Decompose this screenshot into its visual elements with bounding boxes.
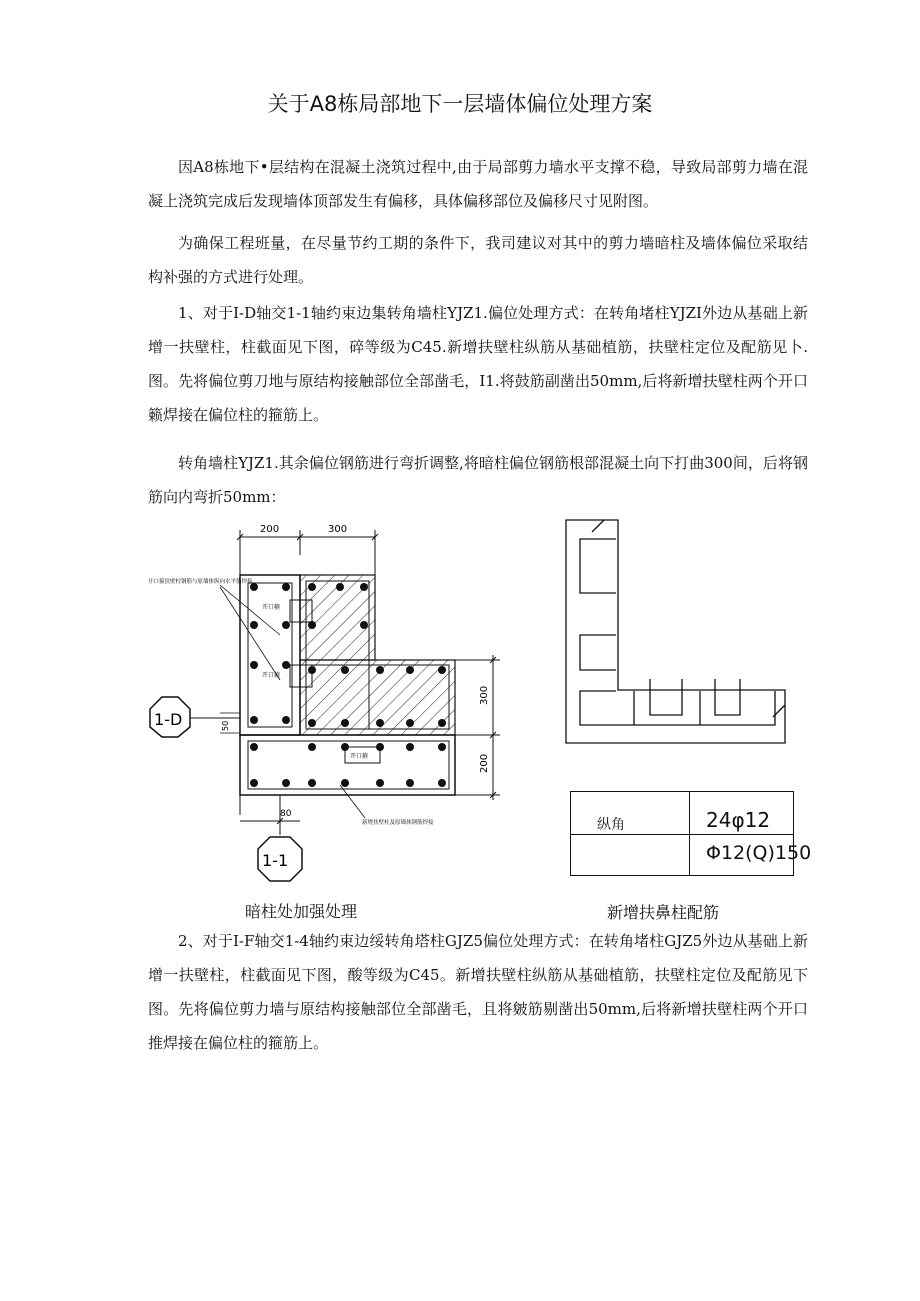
table-stirrups-cell: Φ12(Q)150 <box>706 842 812 864</box>
table-horizontal-rule <box>571 834 793 835</box>
top-dimension <box>237 530 378 575</box>
right-dimension <box>455 655 500 800</box>
label-kaikou-1: 开口箍 <box>262 604 281 611</box>
paragraph-2-rest: 位采取结构补强的方式进行处理。 <box>148 234 808 286</box>
paragraph-3-rest: 从基础上新增一扶壁柱，柱截面见下图，碎等级为C45.新增扶壁柱纵筋从基础植筋，扶壁柱定位及配筋见卜.图。先将偏位剪刀地与原结构接触部位全部凿毛，I1.将鼓筋副凿出50mm,后将新增扶壁柱两个开口籁焊接在偏位柱的箍筋上。 <box>148 304 808 424</box>
note-top: 开口箍扶壁柱钢筋与原墙体纵向水平筋焊接 <box>148 579 253 585</box>
axis-label-left: 1-D <box>154 710 183 729</box>
paragraph-5 <box>148 924 808 1060</box>
paragraph-1-rest: 力墙在混凝上浇筑完成后发现墙体顶部发生有偏移，具体偏移部位及偏移尺寸见附图。 <box>148 158 808 210</box>
paragraph-4-line1: 转角墙柱YJZ1.其余偏位钢筋进行弯折调整,将暗柱偏位钢筋根部混凝土向下打曲300 <box>178 454 733 472</box>
stirrup-2 <box>580 635 616 670</box>
column-reinforcement-drawing <box>140 515 510 895</box>
dim-right-top: 300 <box>479 685 490 705</box>
document-title: 关于A8栋局部地下一层墙体偏位处理方案 <box>267 92 653 116</box>
dim-right-bottom: 200 <box>479 753 490 773</box>
paragraph-4 <box>148 446 808 514</box>
dim-left-side: 50 <box>221 720 230 731</box>
stirrup-3 <box>580 691 775 725</box>
paragraph-5-rest: 基础上新增一扶壁柱，柱截面见下图，酸等级为C45。新增扶壁柱纵筋从基础植筋，扶壁柱定位及配筋见下图。先将偏位剪力墙与原结构接触部位全部凿毛，且将皴筋剔凿出50mm,后将新增扶壁柱两个开口推焊接在偏位柱的箍筋上。 <box>148 932 808 1052</box>
paragraph-2-line1: 为确保工程班量，在尽量节约工期的条件下，我司建议对其中的剪力墙暗柱及墙体偏 <box>178 234 747 252</box>
paragraph-3-line1: 1、对于I-D轴交1-1轴约束边集转角墙柱YJZ1.偏位处理方式：在转角堵柱YJZI外边 <box>178 304 733 322</box>
table-long-bars-cell: 24φ12 <box>706 808 771 832</box>
label-kaikou-2: 开口箍 <box>262 672 281 679</box>
pilaster-rebar-diagram <box>560 515 800 750</box>
dim-top-left: 200 <box>260 524 280 535</box>
table-label-cell: 纵角 <box>597 817 625 833</box>
dim-top-right: 300 <box>328 524 348 535</box>
paragraph-3 <box>148 296 808 432</box>
stirrup-5 <box>650 679 682 715</box>
paragraph-5-line1: 2、对于I-F轴交1-4轴约束边绥转角塔柱GJZ5偏位处理方式：在转角堵柱GJZ5外边从 <box>178 932 748 950</box>
caption-left: 暗柱处加强处理 <box>245 902 358 921</box>
stirrup-1 <box>580 539 616 593</box>
rebar-outline <box>566 520 785 743</box>
stirrup-7 <box>715 679 740 715</box>
axis-label-bottom: 1-1 <box>262 851 289 870</box>
caption-right: 新增扶鼻柱配筋 <box>607 903 720 922</box>
note-bottom: 新增扶壁柱及原墙体钢筋焊接 <box>362 820 434 826</box>
hook-1 <box>592 520 604 532</box>
label-kaikou-3: 开口箍 <box>350 753 369 760</box>
paragraph-2 <box>148 226 808 294</box>
paragraph-1-line1: 因A8栋地下•层结构在混凝土浇筑过程中,由于局部剪力墙水平支撑不稳，导致局部剪 <box>178 158 748 176</box>
paragraph-1 <box>148 150 808 218</box>
dim-bottom: 80 <box>280 809 292 819</box>
rebar-table <box>570 791 812 876</box>
paragraph-4-rest: 间，后将钢筋向内弯折50mm： <box>148 454 808 506</box>
new-pilaster-left <box>240 575 300 735</box>
